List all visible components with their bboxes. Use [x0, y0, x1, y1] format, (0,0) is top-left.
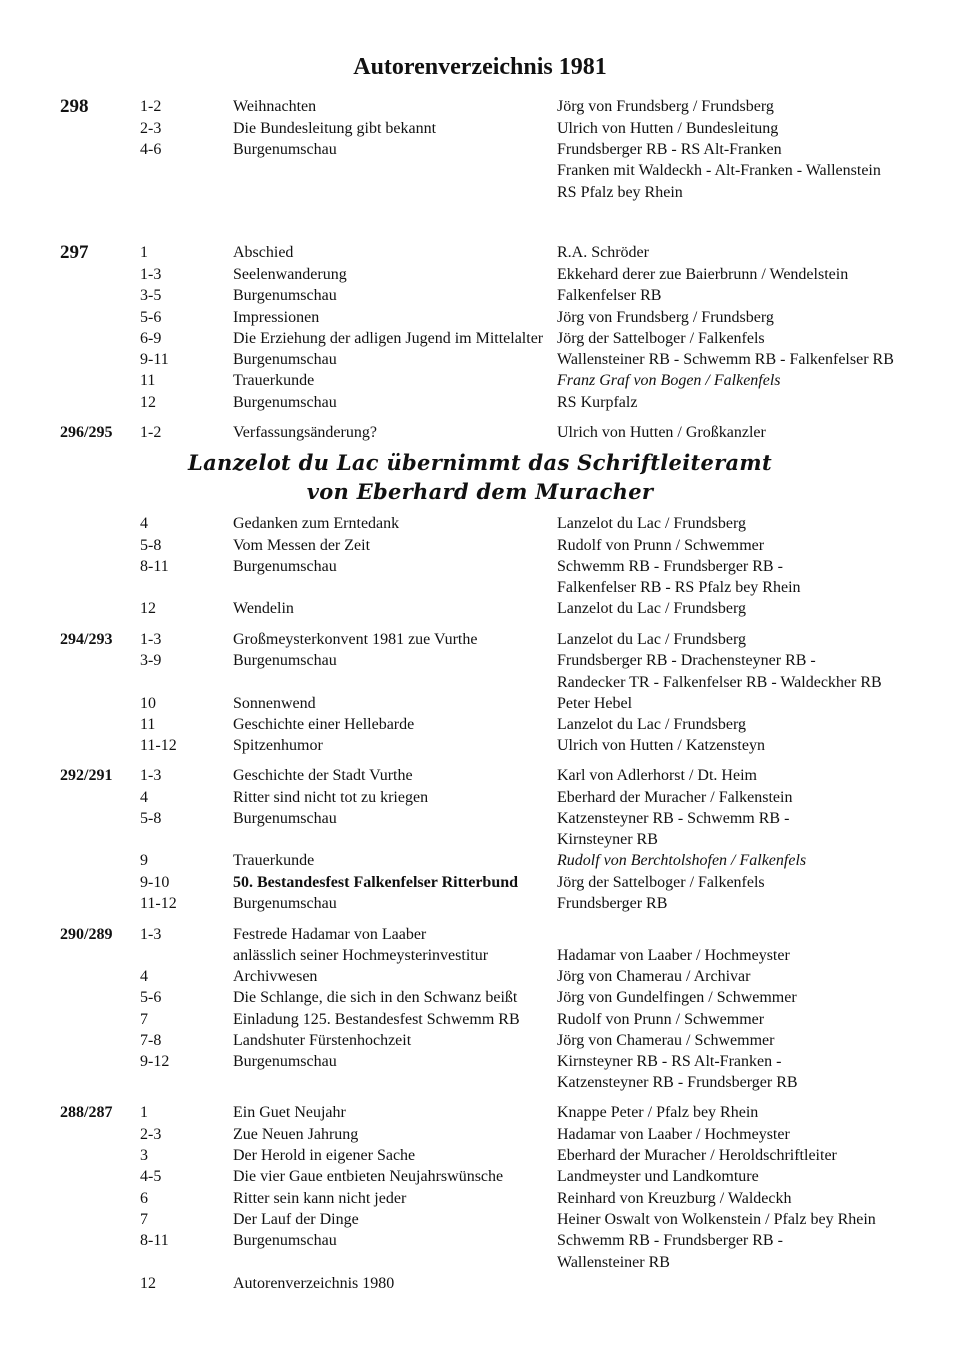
page-range: 8-11 [140, 1232, 169, 1249]
page-range: 1-3 [140, 767, 162, 784]
article-author: Reinhard von Kreuzburg / Waldeckh [557, 1190, 792, 1207]
issue-number: 292/291 [60, 767, 113, 784]
article-author: Jörg von Chamerau / Schwemmer [557, 1032, 775, 1049]
article-title: Die Bundesleitung gibt bekannt [233, 120, 437, 137]
page-range: 11-12 [140, 737, 177, 754]
article-title: Burgenumschau [233, 1232, 337, 1249]
index-row [0, 714, 960, 735]
article-title: Spitzenhumor [233, 737, 323, 754]
page-range: 7 [140, 1011, 148, 1028]
index-row [0, 1273, 960, 1294]
index-row [0, 349, 960, 370]
page-range: 1-3 [140, 266, 162, 283]
page-range: 11-12 [140, 895, 177, 912]
page-range: 1 [140, 1104, 148, 1121]
issue-number: 294/293 [60, 631, 113, 648]
index-row [0, 535, 960, 556]
article-title: Wendelin [233, 600, 294, 617]
page-range: 9-11 [140, 351, 169, 368]
page-range: 2-3 [140, 1126, 162, 1143]
article-title: Die vier Gaue entbieten Neujahrswünsche [233, 1168, 504, 1185]
index-row [0, 1009, 960, 1030]
index-row [0, 264, 960, 285]
index-row [0, 242, 960, 263]
article-title: Geschichte einer Hellebarde [233, 716, 415, 733]
index-row [0, 945, 960, 966]
article-author: Karl von Adlerhorst / Dt. Heim [557, 767, 757, 784]
index-row [0, 328, 960, 349]
article-author: Eberhard der Muracher / Falkenstein [557, 789, 793, 806]
article-title: Burgenumschau [233, 1053, 337, 1070]
article-title: Burgenumschau [233, 394, 337, 411]
article-title: Burgenumschau [233, 652, 337, 669]
article-author: Rudolf von Prunn / Schwemmer [557, 1011, 765, 1028]
page-range: 5-8 [140, 810, 162, 827]
article-author: Falkenfelser RB - RS Pfalz bey Rhein [557, 579, 801, 596]
index-row [0, 924, 960, 945]
index-row [0, 96, 960, 117]
article-title: Sonnenwend [233, 695, 316, 712]
page-range: 4-5 [140, 1168, 162, 1185]
article-title: Trauerkunde [233, 852, 315, 869]
article-title: Gedanken zum Erntedank [233, 515, 400, 532]
index-row [0, 1102, 960, 1123]
article-author: Wallensteiner RB - Schwemm RB - Falkenfelser RB [557, 351, 894, 368]
article-author: Hadamar von Laaber / Hochmeyster [557, 947, 790, 964]
index-row [0, 765, 960, 786]
index-row [0, 160, 960, 181]
index-row [0, 693, 960, 714]
article-title: Burgenumschau [233, 351, 337, 368]
index-row [0, 392, 960, 413]
article-author: Frundsberger RB - Drachensteyner RB - [557, 652, 816, 669]
article-author: Knappe Peter / Pfalz bey Rhein [557, 1104, 759, 1121]
index-row [0, 577, 960, 598]
article-title: Archivwesen [233, 968, 318, 985]
article-title: Großmeysterkonvent 1981 zue Vurthe [233, 631, 478, 648]
article-author: RS Pfalz bey Rhein [557, 184, 683, 201]
page-range: 3-9 [140, 652, 162, 669]
index-row [0, 370, 960, 391]
article-author: Hadamar von Laaber / Hochmeyster [557, 1126, 790, 1143]
article-title: Der Lauf der Dinge [233, 1211, 359, 1228]
article-title: Die Erziehung der adligen Jugend im Mittelalter [233, 330, 544, 347]
article-author: Rudolf von Prunn / Schwemmer [557, 537, 765, 554]
article-title: Landshuter Fürstenhochzeit [233, 1032, 412, 1049]
index-row [0, 1051, 960, 1072]
article-author: R.A. Schröder [557, 244, 649, 261]
article-title: Abschied [233, 244, 294, 261]
page-range: 5-8 [140, 537, 162, 554]
article-title: Seelenwanderung [233, 266, 347, 283]
article-title: Die Schlange, die sich in den Schwanz beißt [233, 989, 518, 1006]
article-author: Landmeyster und Landkomture [557, 1168, 759, 1185]
issue-number: 288/287 [60, 1104, 113, 1121]
page-range: 11 [140, 716, 156, 733]
index-row [0, 735, 960, 756]
index-row [0, 872, 960, 893]
article-author: Falkenfelser RB [557, 287, 662, 304]
index-row [0, 850, 960, 871]
article-title: anlässlich seiner Hochmeysterinvestitur [233, 947, 489, 964]
article-title: Einladung 125. Bestandesfest Schwemm RB [233, 1011, 520, 1028]
article-author: Lanzelot du Lac / Frundsberg [557, 716, 746, 733]
article-author: Jörg der Sattelboger / Falkenfels [557, 330, 765, 347]
section-heading-line-2: von Eberhard dem Muracher [306, 479, 654, 504]
page-range: 9-12 [140, 1053, 170, 1070]
article-title: Ritter sind nicht tot zu kriegen [233, 789, 429, 806]
article-title: Burgenumschau [233, 810, 337, 827]
article-author: Jörg von Frundsberg / Frundsberg [557, 98, 774, 115]
page-range: 3 [140, 1147, 148, 1164]
page-range: 4 [140, 515, 148, 532]
index-row [0, 182, 960, 203]
article-author: Peter Hebel [557, 695, 633, 712]
article-title: Ritter sein kann nicht jeder [233, 1190, 407, 1207]
index-row [0, 118, 960, 139]
article-author: Frundsberger RB - RS Alt-Franken [557, 141, 782, 158]
article-author: RS Kurpfalz [557, 394, 638, 411]
page-range: 9 [140, 852, 148, 869]
article-author: Kirnsteyner RB - RS Alt-Franken - [557, 1053, 782, 1070]
page-range: 6 [140, 1190, 148, 1207]
article-author: Ulrich von Hutten / Katzensteyn [557, 737, 765, 754]
page-range: 12 [140, 600, 156, 617]
article-author: Schwemm RB - Frundsberger RB - [557, 1232, 783, 1249]
article-author: Eberhard der Muracher / Heroldschriftleiter [557, 1147, 837, 1164]
article-author: Lanzelot du Lac / Frundsberg [557, 631, 746, 648]
page-range: 1 [140, 244, 148, 261]
article-author: Jörg der Sattelboger / Falkenfels [557, 874, 765, 891]
article-author: Wallensteiner RB [557, 1254, 670, 1271]
index-row [0, 787, 960, 808]
index-row [0, 829, 960, 850]
article-title: Trauerkunde [233, 372, 315, 389]
article-author: Ulrich von Hutten / Bundesleitung [557, 120, 779, 137]
index-row [0, 893, 960, 914]
index-row [0, 598, 960, 619]
page-range: 12 [140, 394, 156, 411]
page-range: 4-6 [140, 141, 162, 158]
index-row [0, 987, 960, 1008]
issue-number: 290/289 [60, 926, 113, 943]
article-author: Lanzelot du Lac / Frundsberg [557, 600, 746, 617]
article-author: Franz Graf von Bogen / Falkenfels [557, 372, 781, 389]
article-author: Jörg von Gundelfingen / Schwemmer [557, 989, 797, 1006]
page-range: 8-11 [140, 558, 169, 575]
index-row [0, 285, 960, 306]
index-row [0, 672, 960, 693]
page-range: 6-9 [140, 330, 162, 347]
index-row [0, 808, 960, 829]
page-range: 12 [140, 1275, 156, 1292]
issue-number: 297 [60, 242, 89, 263]
article-author: Randecker TR - Falkenfelser RB - Waldeckher RB [557, 674, 882, 691]
page-range: 3-5 [140, 287, 162, 304]
index-row [0, 1252, 960, 1273]
article-author: Heiner Oswalt von Wolkenstein / Pfalz bey Rhein [557, 1211, 876, 1228]
article-author: Katzensteyner RB - Schwemm RB - [557, 810, 790, 827]
article-title: Burgenumschau [233, 141, 337, 158]
index-row [0, 422, 960, 443]
index-row [0, 1124, 960, 1145]
article-title: Verfassungsänderung? [233, 424, 377, 441]
index-row [0, 629, 960, 650]
page-range: 1-3 [140, 926, 162, 943]
section-heading-line-1: Lanzelot du Lac übernimmt das Schriftleiteramt [188, 450, 772, 475]
article-title: 50. Bestandesfest Falkenfelser Ritterbund [233, 874, 519, 891]
page-range: 1-2 [140, 98, 162, 115]
article-title: Burgenumschau [233, 895, 337, 912]
article-title: Autorenverzeichnis 1980 [233, 1275, 395, 1292]
index-row [0, 1230, 960, 1251]
index-row [0, 650, 960, 671]
article-title: Impressionen [233, 309, 320, 326]
issue-number: 298 [60, 96, 89, 117]
article-author: Katzensteyner RB - Frundsberger RB [557, 1074, 798, 1091]
page-range: 11 [140, 372, 156, 389]
index-row [0, 513, 960, 534]
article-author: Kirnsteyner RB [557, 831, 658, 848]
index-row [0, 556, 960, 577]
index-row [0, 1072, 960, 1093]
article-title: Festrede Hadamar von Laaber [233, 926, 427, 943]
page-range: 1-2 [140, 424, 162, 441]
index-row [0, 1209, 960, 1230]
article-author: Ekkehard derer zue Baierbrunn / Wendelstein [557, 266, 849, 283]
page-range: 4 [140, 789, 148, 806]
page-range: 10 [140, 695, 156, 712]
page-range: 9-10 [140, 874, 170, 891]
article-title: Geschichte der Stadt Vurthe [233, 767, 413, 784]
article-author: Frundsberger RB [557, 895, 668, 912]
article-title: Burgenumschau [233, 558, 337, 575]
article-title: Burgenumschau [233, 287, 337, 304]
article-author: Jörg von Frundsberg / Frundsberg [557, 309, 774, 326]
article-title: Weihnachten [233, 98, 317, 115]
article-author: Schwemm RB - Frundsberger RB - [557, 558, 783, 575]
page-range: 2-3 [140, 120, 162, 137]
index-row [0, 966, 960, 987]
page-range: 7 [140, 1211, 148, 1228]
article-title: Der Herold in eigener Sache [233, 1147, 416, 1164]
page-range: 7-8 [140, 1032, 162, 1049]
article-author: Ulrich von Hutten / Großkanzler [557, 424, 766, 441]
page-range: 1-3 [140, 631, 162, 648]
article-author: Franken mit Waldeckh - Alt-Franken - Wallenstein [557, 162, 881, 179]
article-author: Lanzelot du Lac / Frundsberg [557, 515, 746, 532]
page-title: Autorenverzeichnis 1981 [353, 54, 607, 80]
index-row [0, 1030, 960, 1051]
article-author: Jörg von Chamerau / Archivar [557, 968, 751, 985]
article-author: Rudolf von Berchtolshofen / Falkenfels [557, 852, 807, 869]
index-row [0, 1145, 960, 1166]
article-title: Zue Neuen Jahrung [233, 1126, 359, 1143]
index-row [0, 139, 960, 160]
index-row [0, 1188, 960, 1209]
page-range: 5-6 [140, 309, 162, 326]
issue-number: 296/295 [60, 424, 113, 441]
page-range: 5-6 [140, 989, 162, 1006]
index-row [0, 307, 960, 328]
index-row [0, 1166, 960, 1187]
page-range: 4 [140, 968, 148, 985]
article-title: Ein Guet Neujahr [233, 1104, 346, 1121]
article-title: Vom Messen der Zeit [233, 537, 371, 554]
